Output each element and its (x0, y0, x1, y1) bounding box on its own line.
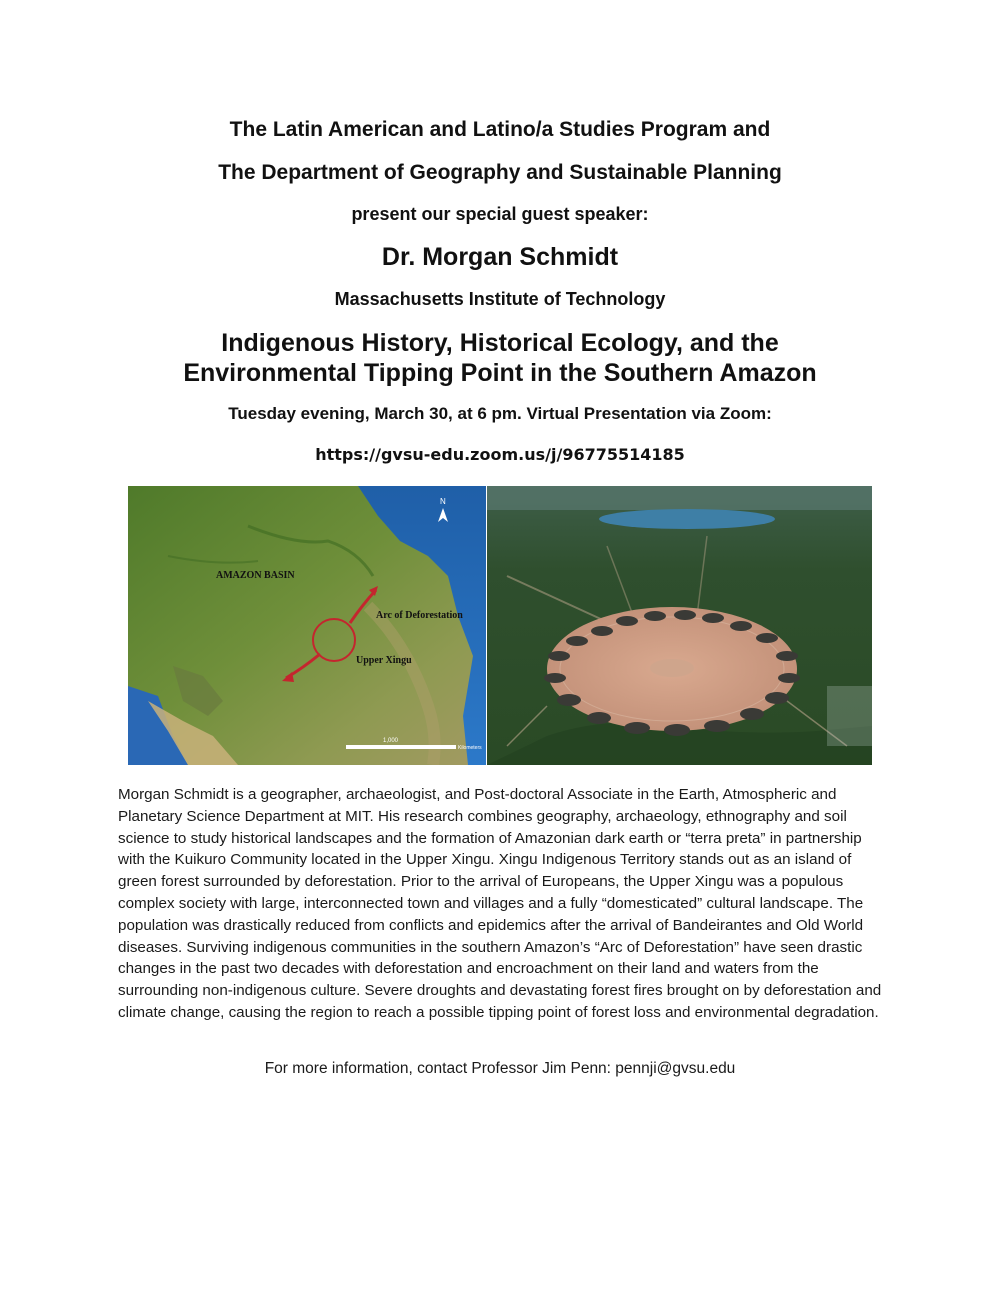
scale-text: 1,000 (383, 738, 399, 744)
map-label-basin: AMAZON BASIN (216, 570, 295, 581)
contact-info: For more information, contact Professor Jim Penn: pennji@gvsu.edu (264, 1060, 736, 1077)
header-line-3: present our special guest speaker: (351, 204, 649, 224)
speaker-institution: Massachusetts Institute of Technology (334, 289, 666, 309)
village-aerial-photo (487, 486, 872, 765)
scale-unit: Kilometers (458, 745, 482, 751)
event-time: Tuesday evening, March 30, at 6 pm. Virtual Presentation via Zoom: (228, 404, 772, 423)
north-label: N (440, 497, 446, 506)
talk-title-line-2: Environmental Tipping Point in the Southern Amazon (183, 359, 817, 387)
zoom-link[interactable]: https://gvsu-edu.zoom.us/j/96775514185 (315, 445, 685, 464)
images-row (128, 486, 872, 765)
map-label-xingu: Upper Xingu (356, 655, 412, 666)
speaker-name: Dr. Morgan Schmidt (381, 243, 619, 271)
talk-title-line-1: Indigenous History, Historical Ecology, and the (221, 329, 779, 357)
header-line-1: The Latin American and Latino/a Studies Program and (229, 118, 771, 141)
amazon-map-image (128, 486, 486, 765)
header-line-2: The Department of Geography and Sustainable Planning (218, 161, 782, 184)
map-label-arc: Arc of Deforestation (376, 610, 463, 621)
talk-title (0, 328, 1000, 388)
speaker-bio: Morgan Schmidt is a geographer, archaeologist, and Post-doctoral Associate in the Earth, Atmospheric and Planetary Science Department at MIT. His research combines geography, archaeology, ethnography and soil science to study historical landscapes and the formation of Amazonian dark earth or “terra preta” in partnership with the Kuikuro Community located in the Upper Xingu. Xingu Indigenous Territory stands out as an island of green forest surrounded by deforestation. Prior to the arrival of Europeans, the Upper Xingu was a populous complex society with large, interconnected town and villages and a fully “domesticated” cultural landscape. The population was drastically reduced from conflicts and epidemics after the arrival of Bandeirantes and Old World diseases. Surviving indigenous communities in the southern Amazon’s “Arc of Deforestation” have seen drastic changes in the past two decades with deforestation and encroachment on their land and waters from the surrounding non-indigenous culture. Severe droughts and devastating forest fires brought on by deforestation and climate change, causing the region to reach a possible tipping point of forest loss and environmental degradation. (118, 786, 882, 1021)
